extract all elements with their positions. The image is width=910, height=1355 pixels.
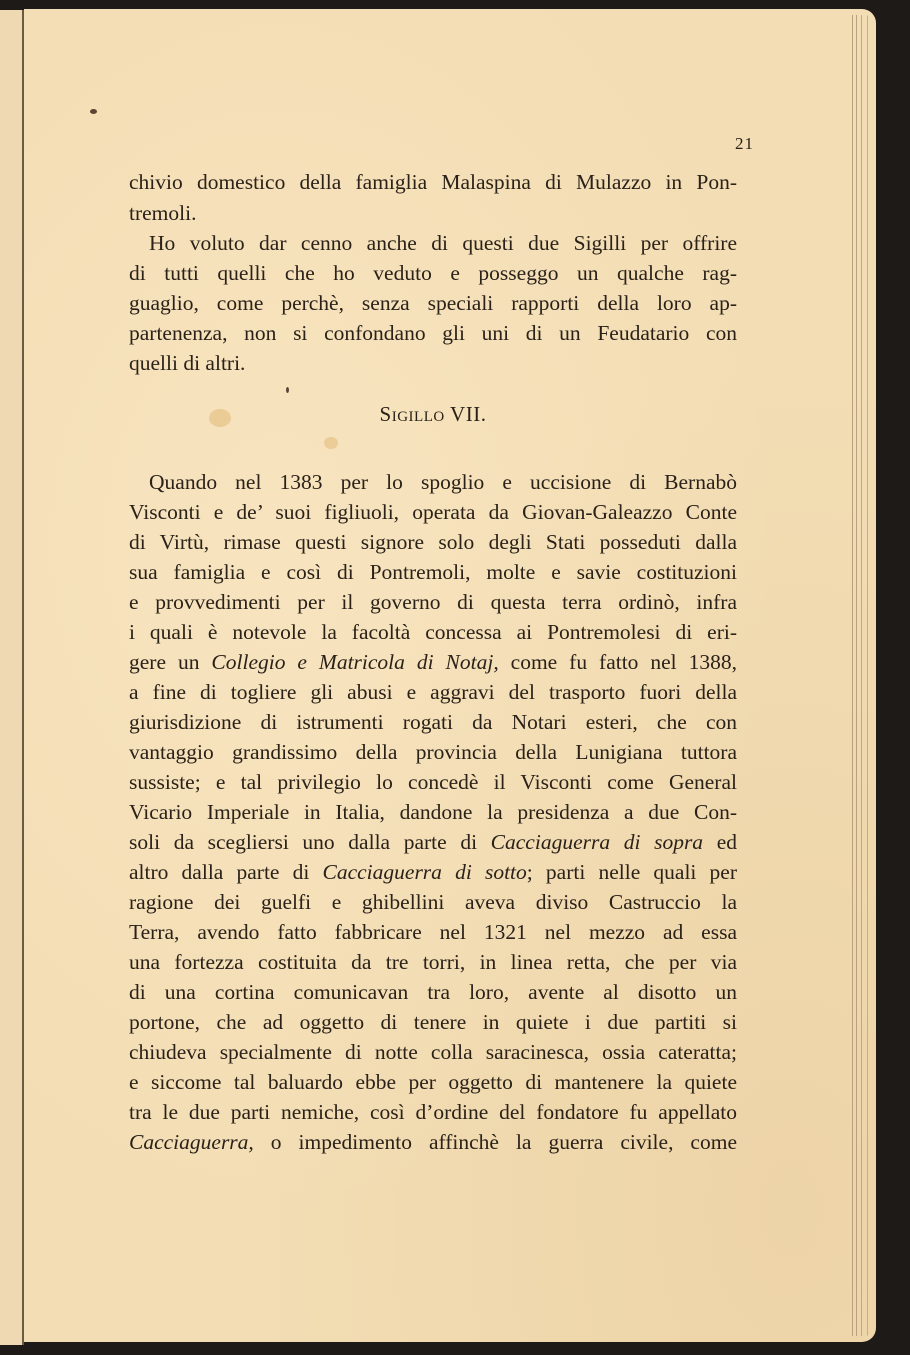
text-segment: o impedimento affinchè la guerra civile, come: [253, 1130, 737, 1154]
text-line: di una cortina comunicavan tra loro, avente al disotto un: [129, 980, 737, 1004]
foxing-spot: [90, 109, 97, 114]
text-segment: ; parti nelle quali per: [526, 860, 737, 884]
text-line: ragione dei guelfi e ghibellini aveva diviso Castruccio la: [129, 890, 737, 914]
text-line-with-italic: [129, 857, 737, 887]
text-line: portone, che ad oggetto di tenere in quiete i due partiti si: [129, 1010, 737, 1034]
text-segment: gere un: [129, 650, 212, 674]
italic-text: Collegio e Matricola di Notaj,: [211, 650, 499, 674]
text-line: tra le due parti nemiche, così d’ordine del fondatore fu appellato: [129, 1100, 737, 1124]
book-page: [24, 9, 876, 1342]
text-line: e provvedimenti per il governo di questa terra ordinò, infra: [129, 590, 737, 614]
text-segment: come fu fatto nel 1388,: [498, 650, 737, 674]
text-segment: altro dalla parte di: [129, 860, 323, 884]
text-segment: soli da scegliersi uno dalla parte di: [129, 830, 491, 854]
page-stack-edges: [848, 15, 876, 1336]
foxing-spot: [286, 387, 289, 393]
text-line: Ho voluto dar cenno anche di questi due Sigilli per offrire: [149, 231, 737, 255]
text-line: guaglio, come perchè, senza speciali rapporti della loro ap-: [129, 291, 737, 315]
text-line: chiudeva specialmente di notte colla saracinesca, ossia cateratta;: [129, 1040, 737, 1064]
text-line-with-italic: [129, 827, 737, 857]
facing-page-edge: [0, 10, 24, 1345]
text-line: quelli di altri.: [129, 351, 246, 375]
text-line: di tutti quelli che ho veduto e posseggo un qualche rag-: [129, 261, 737, 285]
text-line: partenenza, non si confondano gli uni di un Feudatario con: [129, 321, 737, 345]
text-line: giurisdizione di istrumenti rogati da Notari esteri, che con: [129, 710, 737, 734]
text-line: Visconti e de’ suoi figliuoli, operata da Giovan-Galeazzo Conte: [129, 500, 737, 524]
section-heading: Sigillo VII.: [379, 402, 487, 426]
text-line: sua famiglia e così di Pontremoli, molte e savie costituzioni: [129, 560, 737, 584]
text-line-with-italic: [129, 647, 737, 677]
text-line: chivio domestico della famiglia Malaspina di Mulazzo in Pon-: [129, 170, 737, 194]
italic-text: Cacciaguerra di sopra: [490, 830, 704, 854]
text-line: Quando nel 1383 per lo spoglio e uccisione di Bernabò: [149, 470, 737, 494]
text-line: i quali è notevole la facoltà concessa ai Pontremolesi di eri-: [129, 620, 737, 644]
text-line: di Virtù, rimase questi signore solo degli Stati posseduti dalla: [129, 530, 737, 554]
text-line: Terra, avendo fatto fabbricare nel 1321 nel mezzo ad essa: [129, 920, 737, 944]
text-line: Vicario Imperiale in Italia, dandone la presidenza a due Con-: [129, 800, 737, 824]
text-line-with-italic: [129, 1127, 737, 1157]
text-line: vantaggio grandissimo della provincia della Lunigiana tuttora: [129, 740, 737, 764]
page-number: 21: [735, 134, 754, 153]
foxing-spot: [324, 437, 338, 449]
text-line: sussiste; e tal privilegio lo concedè il Visconti come General: [129, 770, 737, 794]
text-segment: ed: [703, 830, 737, 854]
text-line: una fortezza costituita da tre torri, in linea retta, che per via: [129, 950, 737, 974]
text-line: a fine di togliere gli abusi e aggravi del trasporto fuori della: [129, 680, 737, 704]
italic-text: Cacciaguerra di sotto: [322, 860, 527, 884]
text-line: e siccome tal baluardo ebbe per oggetto di mantenere la quiete: [129, 1070, 737, 1094]
italic-text: Cacciaguerra,: [129, 1130, 254, 1154]
text-line: tremoli.: [129, 201, 197, 225]
